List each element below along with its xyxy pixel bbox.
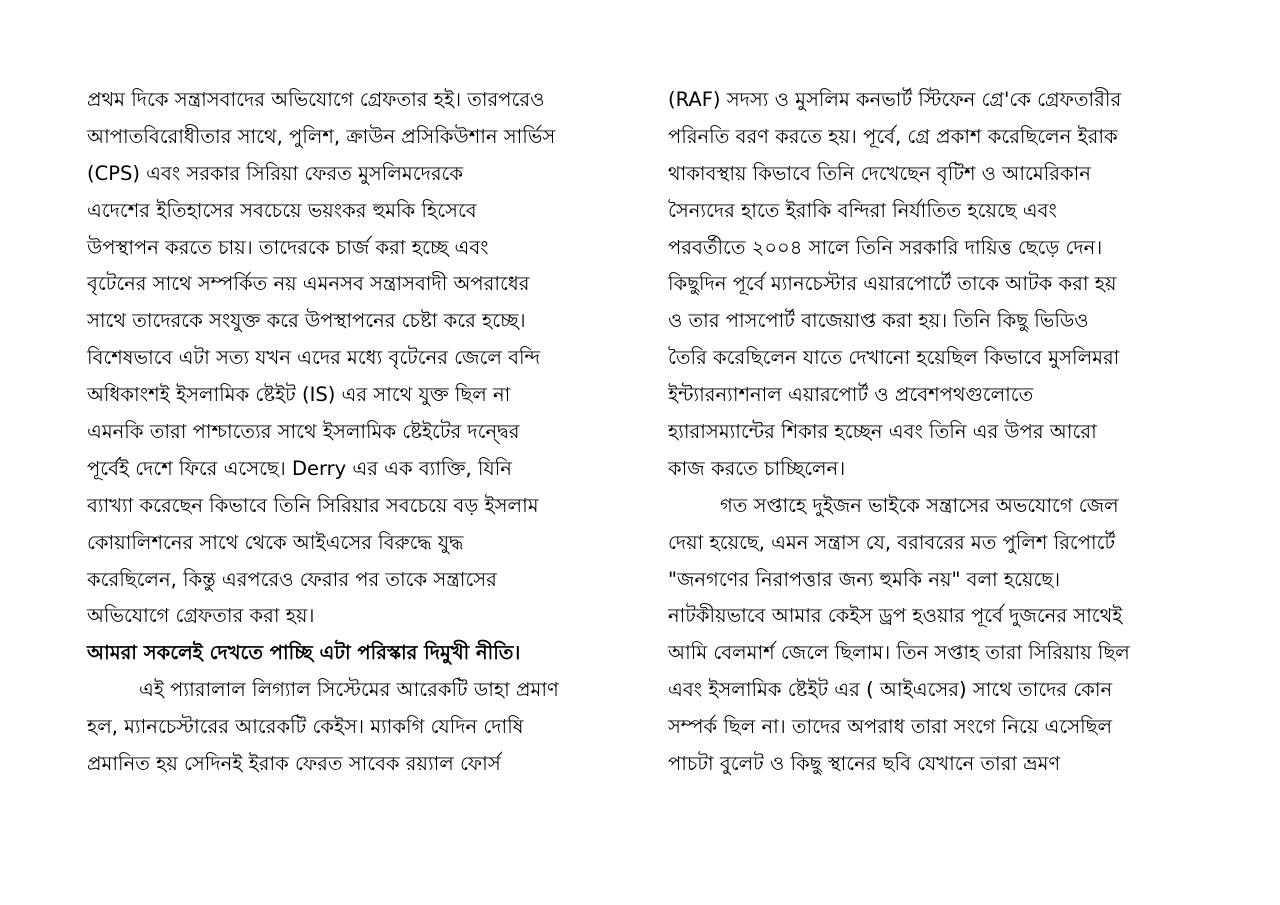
text-line: ও তার পাসপোর্ট বাজেয়াপ্ত করা হয়। তিনি কিছু ভিডিও [668,309,1089,333]
text-line: পাচটা বুলেট ও কিছু স্থানের ছবি যেখানে তারা ভ্রমণ [668,752,1061,776]
bold-text-line: আমরা সকলেই দেখতে পাচ্ছি এটা পরিস্কার দিমুখী নীতি। [87,641,521,665]
text-line: থাকাবস্থায় কিভাবে তিনি দেখেছেন বৃটিশ ও আমেরিকান [668,161,1091,185]
text-line: দেয়া হয়েছে, এমন সন্ত্রাস যে, বরাবরের মত পুলিশ রিপোর্টে [668,530,1116,554]
text-line: "জনগণের নিরাপত্তার জন্য হুমকি নয়" বলা হয়েছে। [668,567,1061,591]
text-line: (CPS) এবং সরকার সিরিয়া ফেরত মুসলিমদেরকে [87,161,464,185]
left-column [87,82,627,783]
text-line: ইন্ট্যারন্যাশনাল এয়ারপোর্ট ও প্রবেশপথগুলোতে [668,383,1034,407]
text-line: এবং ইসলামিক ষ্টেইট এর ( আইএসের) সাথে তাদের কোন [668,678,1113,702]
text-line: প্রথম দিকে সন্ত্রাসবাদের অভিযোগে গ্রেফতার হই। তারপরেও [87,88,545,111]
text-line: এমনকি তারা পাশ্চাত্যের সাথে ইসলামিক ষ্টেইটের দন্দ্বের [87,420,520,444]
text-line: বিশেষভাবে এটা সত্য যখন এদের মধ্যে বৃটেনের জেলে বন্দি [87,346,541,370]
text-line: তৈরি করেছিলেন যাতে দেখানো হয়েছিল কিভাবে মুসলিমরা [668,346,1120,370]
text-line: প্রমানিত হয় সেদিনই ইরাক ফেরত সাবেক রয়্যাল ফোর্স [87,752,501,776]
text-line: পরিনতি বরণ করতে হয়। পূর্বে, গ্রে প্রকাশ করেছিলেন ইরাক [668,124,1118,148]
text-line: এই প্যারালাল লিগ্যাল সিস্টেমের আরেকটি ডাহা প্রমাণ [139,678,559,702]
text-line: (RAF) সদস্য ও মুসলিম কনভার্ট স্টিফেন গ্রে'কে গ্রেফতারীর [668,88,1122,111]
text-line: হ্যারাসম্যান্টের শিকার হচ্ছেন এবং তিনি এর উপর আরো [668,420,1097,444]
text-line: করেছিলেন, কিন্তু এরপরেও ফেরার পর তাকে সন্ত্রাসের [87,567,497,591]
text-line: এদেশের ইতিহাসের সবচেয়ে ভয়ংকর হুমকি হিসেবে [87,198,477,222]
text-line: বৃটেনের সাথে সম্পর্কিত নয় এমনসব সন্ত্রাসবাদী অপরাধের [87,272,530,296]
text-line: হল, ম্যানচেস্টারের আরেকটি কেইস। ম্যাকগি যেদিন দোষি [87,715,524,739]
text-line: গত সপ্তাহে দুইজন ভাইকে সন্ত্রাসের অভযোগে জেল [720,493,1119,517]
text-line: কাজ করতে চাচ্ছিলেন। [668,456,846,480]
text-line: নাটকীয়ভাবে আমার কেইস ড্রপ হওয়ার পূর্বে দুজনের সাথেই [668,604,1123,628]
text-line: ব্যাখ্যা করেছেন কিভাবে তিনি সিরিয়ার সবচেয়ে বড় ইসলাম [87,493,539,517]
text-line: কোয়ালিশনের সাথে থেকে আইএসের বিরুদ্ধে যুদ্ধ [87,530,464,554]
text-line: পরবর্তীতে ২০০৪ সালে তিনি সরকারি দায়িত্ত ছেড়ে দেন। [668,235,1103,259]
text-line: কিছুদিন পূর্বে ম্যানচেস্টার এয়ারপোর্টে তাকে আটক করা হয় [668,272,1117,296]
text-line: সৈন্যদের হাতে ইরাকি বন্দিরা নির্যাতিত হয়েছে এবং [668,198,1057,222]
text-line: উপস্থাপন করতে চায়। তাদেরকে চার্জ করা হচ্ছে এবং [87,235,489,259]
text-line: আপাতবিরোধীতার সাথে, পুলিশ, ক্রাউন প্রসিকিউশান সার্ভিস [87,124,556,148]
text-line: অধিকাংশই ইসলামিক ষ্টেইট (IS) এর সাথে যুক্ত ছিল না [87,383,511,407]
text-line: পূর্বেই দেশে ফিরে এসেছে। Derry এর এক ব্যাক্তি, যিনি [87,456,512,480]
text-line: সাথে তাদেরকে সংযুক্ত করে উপস্থাপনের চেষ্টা করে হচ্ছে। [87,309,526,333]
text-line: সম্পর্ক ছিল না। তাদের অপরাধ তারা সংগে নিয়ে এসেছিল [668,715,1113,739]
text-line: আমি বেলমার্শ জেলে ছিলাম। তিন সপ্তাহ তারা সিরিয়ায় ছিল [668,641,1130,665]
text-line: অভিযোগে গ্রেফতার করা হয়। [87,604,315,628]
right-column [668,82,1208,783]
